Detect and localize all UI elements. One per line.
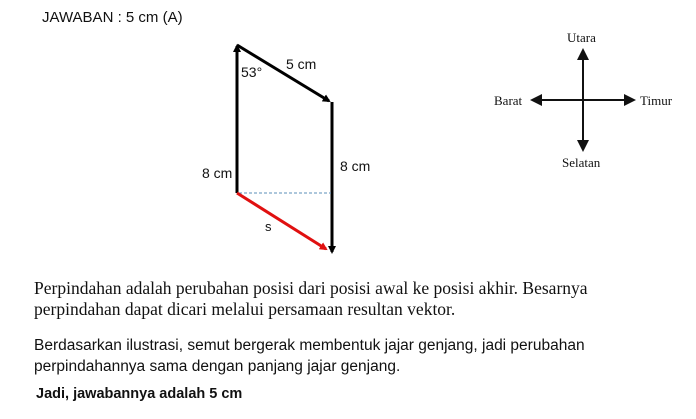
resultant-vector (237, 193, 326, 249)
compass-south-label: Selatan (562, 155, 601, 170)
left-side-label: 8 cm (202, 165, 233, 181)
compass-north-label: Utara (567, 30, 596, 45)
compass-rose (490, 28, 690, 178)
explanation-paragraph: Berdasarkan ilustrasi, semut bergerak membentuk jajar genjang, jadi perubahan perpindahannya sama dengan panjang jajar genjang. (34, 337, 585, 375)
compass-east-label: Timur (640, 93, 673, 108)
answer-line: JAWABAN : 5 cm (A) (42, 9, 183, 26)
right-side-label: 8 cm (340, 158, 371, 174)
definition-paragraph: Perpindahan adalah perubahan posisi dari posisi awal ke posisi akhir. Besarnya perpindahan dapat dicari melalui persamaan resultan vektor. (34, 278, 588, 319)
resultant-label: s (265, 219, 272, 234)
compass-west-label: Barat (494, 93, 523, 108)
top-side-label: 5 cm (286, 56, 317, 72)
conclusion-text: Jadi, jawabannya adalah 5 cm (36, 386, 243, 402)
angle-label: 53° (241, 64, 263, 80)
